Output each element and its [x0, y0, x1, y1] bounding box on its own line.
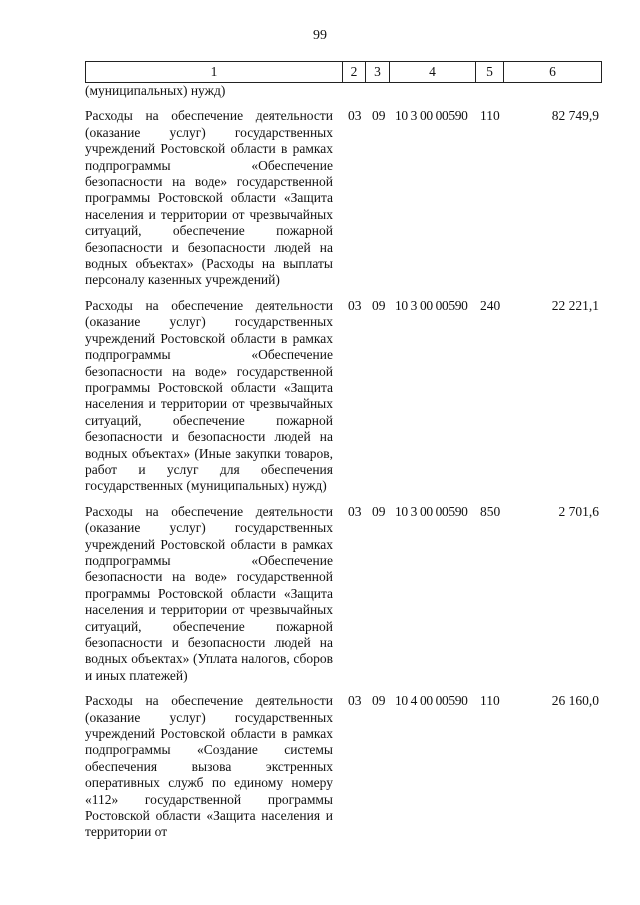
- table-row: [85, 504, 605, 684]
- table-row: [85, 298, 605, 495]
- row-description: Расходы на обеспечение деятельности (оказание услуг) государственных учреждений Ростовской области в рамках подпрограммы «Обеспечение безопасности на воде» государственной программы Ростовской области «Защита населения и территории от чрезвычайных ситуаций, обеспечение пожарной безопасности и безопасности людей на водных объектах» (Иные закупки товаров, работ и услуг для обеспечения государственных (муниципальных) нужд): [85, 297, 333, 494]
- row-amount: 2 701,6: [558, 503, 599, 519]
- row-amount: 82 749,9: [551, 108, 599, 124]
- table-row: [85, 108, 605, 288]
- header-col-5: 5: [476, 62, 504, 83]
- row-subsection: 09: [372, 693, 386, 709]
- header-col-6: 6: [504, 62, 602, 83]
- row-subsection: 09: [372, 503, 386, 519]
- row-section: 03: [348, 297, 362, 313]
- page-number: 99: [313, 28, 327, 43]
- table-header: [85, 61, 602, 83]
- row-section: 03: [348, 693, 362, 709]
- row-description: Расходы на обеспечение деятельности (оказание услуг) государственных учреждений Ростовской области в рамках подпрограммы «Обеспечение безопасности на воде» государственной программы Ростовской области «Защита населения и территории от чрезвычайных ситуаций, обеспечение пожарной безопасности и безопасности людей на водных объектах» (Расходы на выплаты персоналу казенных учреждений): [85, 108, 333, 288]
- row-section: 03: [348, 108, 362, 124]
- row-target-code: 10 4 00 00590: [395, 693, 468, 709]
- table-body: [85, 83, 605, 841]
- row-section: 03: [348, 503, 362, 519]
- row-amount: 22 221,1: [551, 297, 599, 313]
- carryover-text: (муниципальных) нужд): [85, 83, 226, 98]
- row-expense-type: 850: [480, 503, 501, 519]
- row-target-code: 10 3 00 00590: [395, 503, 468, 519]
- row-expense-type: 110: [480, 693, 500, 709]
- row-target-code: 10 3 00 00590: [395, 108, 468, 124]
- header-col-3: 3: [366, 62, 390, 83]
- header-col-4: 4: [390, 62, 476, 83]
- row-target-code: 10 3 00 00590: [395, 297, 468, 313]
- table-row: [85, 693, 605, 841]
- row-expense-type: 110: [480, 108, 500, 124]
- row-description: Расходы на обеспечение деятельности (оказание услуг) государственных учреждений Ростовской области в рамках подпрограммы «Создание системы обеспечения вызова экстренных оперативных служб по единому номеру «112» государственной программы Ростовской области «Защита населения и территории от: [85, 693, 333, 840]
- row-subsection: 09: [372, 297, 386, 313]
- row-amount: 26 160,0: [551, 693, 599, 709]
- row-subsection: 09: [372, 108, 386, 124]
- header-col-2: 2: [343, 62, 366, 83]
- row-expense-type: 240: [480, 297, 501, 313]
- header-col-1: 1: [86, 62, 343, 83]
- row-description: Расходы на обеспечение деятельности (оказание услуг) государственных учреждений Ростовской области в рамках подпрограммы «Обеспечение безопасности на воде» государственной программы Ростовской области «Защита населения и территории от чрезвычайных ситуаций, обеспечение пожарной безопасности и безопасности людей на водных объектах» (Уплата налогов, сборов и иных платежей): [85, 503, 333, 683]
